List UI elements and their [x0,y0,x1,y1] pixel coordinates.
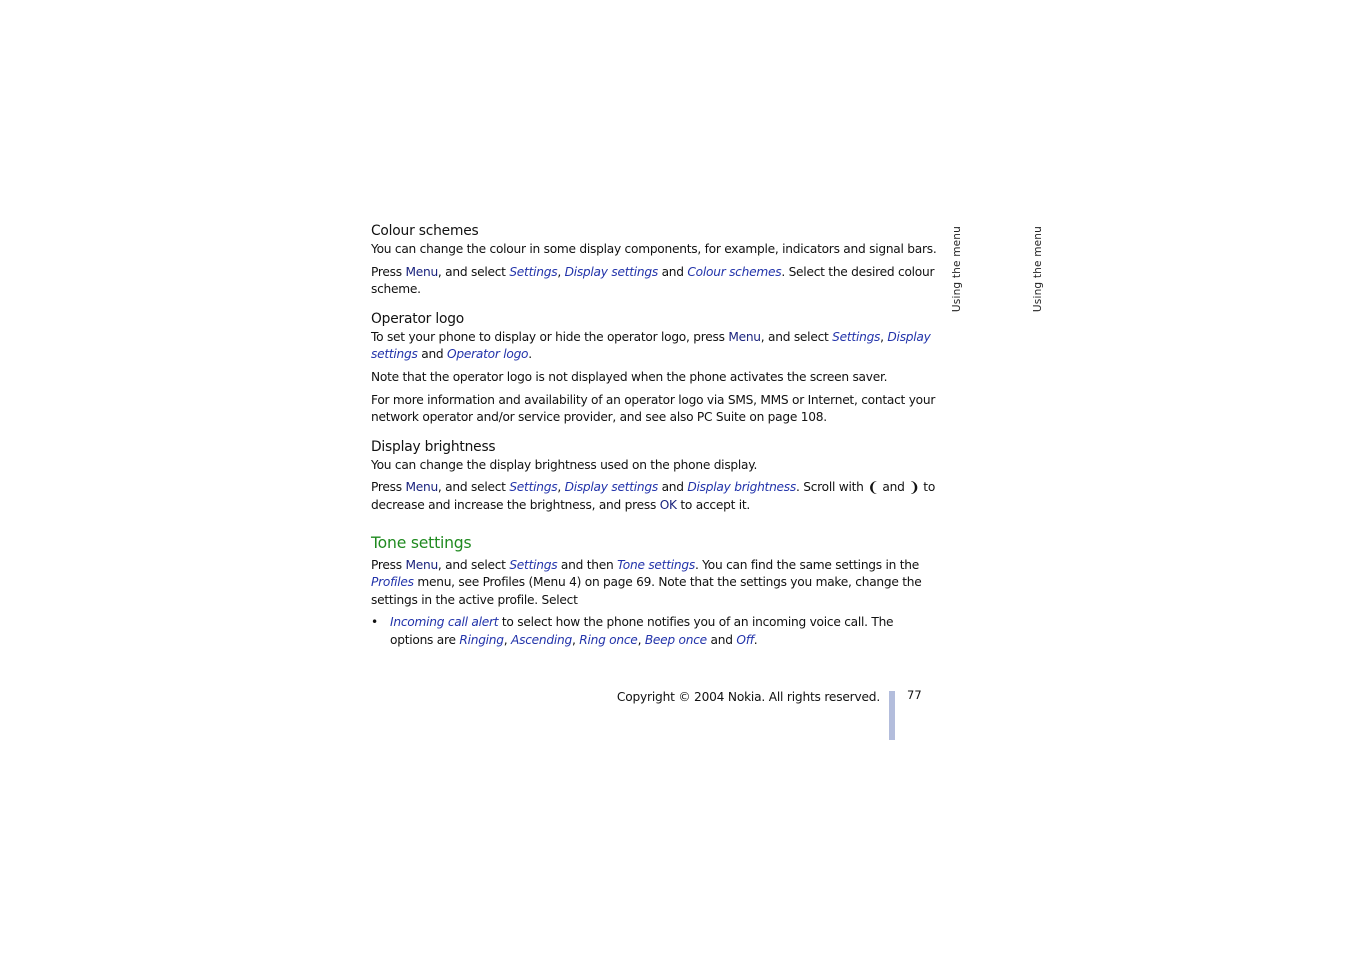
side-tab-using-the-menu: Using the menu [951,226,963,313]
heading-tone-settings: Tone settings [371,533,472,552]
menu-path-display-settings: Display settings [564,264,658,279]
option-beep-once: Beep once [644,632,707,647]
menu-key: Menu [728,329,761,344]
heading-display-brightness: Display brightness [371,438,496,455]
menu-path-colour-schemes: Colour schemes [687,264,782,279]
menu-path-tone-settings: Tone settings [617,557,695,572]
side-tab-using-the-menu-right: Using the menu [1032,226,1044,313]
page-number: 77 [907,688,922,702]
paragraph-operator-more-info: For more information and availability of an operator logo via SMS, MMS or Internet, contact your network operator and/or service provider, and see also PC Suite on page 108. [371,392,936,425]
scroll-right-icon: ❩ [908,480,920,497]
heading-colour-schemes: Colour schemes [371,223,479,239]
menu-path-profiles: Profiles [371,575,414,590]
ok-key: OK [659,497,677,512]
list-item-incoming-call-alert [371,614,939,649]
footer-divider-bar [889,691,895,740]
menu-path-display-settings: Display settings [371,329,931,362]
paragraph-operator-note: Note that the operator logo is not displayed when the phone activates the screen saver. [371,369,888,384]
paragraph-colour-instructions: Press Menu, and select Settings, Display settings and Colour schemes. Select the desired colour scheme. [371,264,935,297]
bullet-icon: • [371,615,378,630]
option-incoming-call-alert: Incoming call alert [390,615,499,630]
paragraph-tone-instructions: Press Menu, and select Settings and then Tone settings. You can find the same settings in the Profiles menu, see Profiles (Menu 4) on page 69. Note that the settings you make, change the settings in the active profile. Select [371,557,922,607]
menu-path-settings: Settings [832,329,881,344]
scroll-left-icon: ❨ [867,480,879,497]
menu-key: Menu [405,264,438,279]
bullet-text: Incoming call alert to select how the phone notifies you of an incoming voice call. The options are Ringing, Ascending, Ring once, Beep once and Off. [390,615,894,647]
heading-operator-logo: Operator logo [371,310,465,327]
menu-key: Menu [405,557,438,572]
paragraph-brightness-instructions: Press Menu, and select Settings, Display settings and Display brightness. Scroll with ❨ and ❩ to decrease and increase the brightness, and press OK to accept it. [371,480,936,512]
paragraph-brightness-intro: You can change the display brightness used on the phone display. [371,457,758,472]
footer-copyright: Copyright © 2004 Nokia. All rights reserved. [616,690,880,704]
menu-key: Menu [405,480,438,495]
menu-path-settings: Settings [509,557,558,572]
option-ascending: Ascending [511,632,572,647]
menu-path-settings: Settings [509,480,558,495]
menu-path-settings: Settings [509,264,558,279]
option-ring-once: Ring once [579,632,638,647]
menu-path-display-settings: Display settings [564,480,658,495]
menu-path-operator-logo: Operator logo [447,347,529,362]
option-off: Off [736,632,754,647]
menu-path-display-brightness: Display brightness [687,480,796,495]
paragraph-operator-instructions: To set your phone to display or hide the operator logo, press Menu, and select Settings, Display settings and Operator logo. [371,329,931,362]
option-ringing: Ringing [459,632,504,647]
page-content [371,222,939,650]
paragraph-colour-intro: You can change the colour in some display components, for example, indicators and signal bars. [371,242,937,256]
